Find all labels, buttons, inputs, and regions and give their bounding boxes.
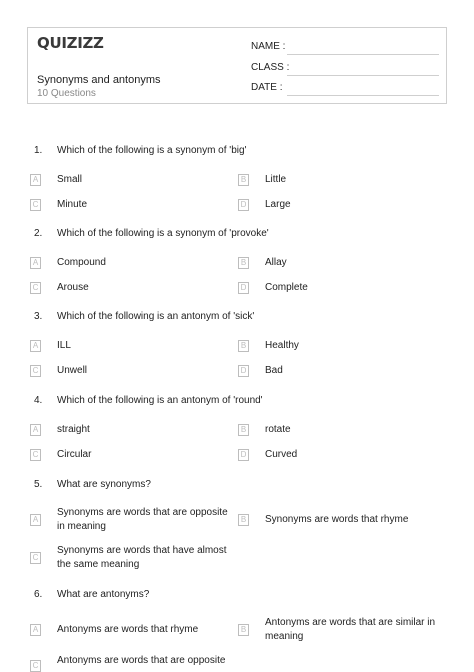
option-text: Small (57, 174, 83, 185)
option-letter-box: C (30, 199, 41, 211)
option-text: Antonyms are words that rhyme (57, 624, 199, 635)
option-text: Antonyms are words that are opposite (57, 655, 226, 666)
option-letter-box: C (30, 449, 41, 461)
quizizz-logo: QUIZIZZ (37, 34, 104, 52)
question-text: Which of the following is a synonym of 'big' (57, 145, 247, 156)
option-letter-box: D (238, 282, 249, 294)
date-label: DATE : (251, 82, 283, 93)
question-count: 10 Questions (37, 88, 96, 99)
class-label: CLASS : (251, 62, 290, 73)
option-text: rotate (265, 424, 291, 435)
option-letter-box: C (30, 552, 41, 564)
option-text: Synonyms are words that are opposite in meaning (57, 507, 228, 532)
question-text: Which of the following is an antonym of 'sick' (57, 311, 255, 322)
worksheet-title: Synonyms and antonyms (37, 74, 161, 86)
option-text: Synonyms are words that rhyme (265, 514, 409, 525)
date-field[interactable] (287, 95, 439, 96)
option-letter-box: D (238, 449, 249, 461)
option-letter-box: B (238, 424, 249, 436)
option-letter-box: B (238, 174, 249, 186)
option-text: Allay (265, 257, 287, 268)
option-letter-box: A (30, 257, 41, 269)
option-text: Antonyms are words that are similar in meaning (265, 617, 436, 642)
option-letter-box: C (30, 660, 41, 672)
question-text: What are synonyms? (57, 479, 151, 490)
option-text: Minute (57, 199, 88, 210)
class-field[interactable] (287, 75, 439, 76)
option-text: Curved (265, 449, 298, 460)
option-text: Circular (57, 449, 92, 460)
option-text: Complete (265, 282, 308, 293)
option-text: Bad (265, 365, 283, 376)
option-letter-box: C (30, 365, 41, 377)
option-text: Compound (57, 257, 106, 268)
option-text: Large (265, 199, 291, 210)
question-text: What are antonyms? (57, 589, 150, 600)
option-letter-box: B (238, 624, 249, 636)
question-text: Which of the following is an antonym of 'round' (57, 395, 263, 406)
question-number: 3. (34, 311, 43, 322)
option-letter-box: A (30, 514, 41, 526)
option-letter-box: B (238, 514, 249, 526)
option-text: straight (57, 424, 90, 435)
option-letter-box: D (238, 199, 249, 211)
option-letter-box: C (30, 282, 41, 294)
question-number: 2. (34, 228, 43, 239)
option-text: Arouse (57, 282, 89, 293)
worksheet-header (27, 27, 447, 104)
question-number: 5. (34, 479, 43, 490)
question-number: 6. (34, 589, 43, 600)
name-field[interactable] (287, 54, 439, 55)
option-letter-box: A (30, 174, 41, 186)
question-number: 4. (34, 395, 43, 406)
option-text: Little (265, 174, 287, 185)
option-letter-box: B (238, 257, 249, 269)
option-letter-box: A (30, 340, 41, 352)
option-text: Synonyms are words that have almost the same meaning (57, 545, 227, 570)
option-letter-box: D (238, 365, 249, 377)
name-label: NAME : (251, 41, 286, 52)
option-letter-box: A (30, 424, 41, 436)
option-text: Healthy (265, 340, 299, 351)
option-text: Unwell (57, 365, 88, 376)
question-number: 1. (34, 145, 43, 156)
option-text: ILL (57, 340, 71, 351)
option-letter-box: A (30, 624, 41, 636)
question-text: Which of the following is a synonym of 'provoke' (57, 228, 269, 239)
option-letter-box: B (238, 340, 249, 352)
